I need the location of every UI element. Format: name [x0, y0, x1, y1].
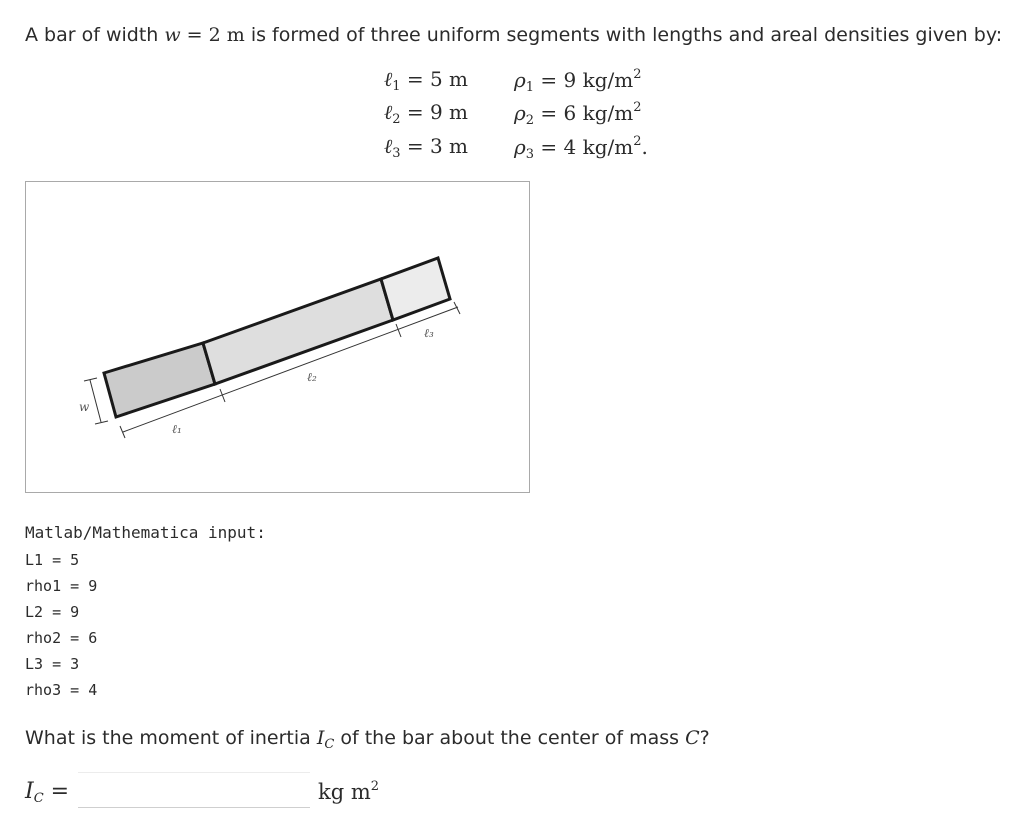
density-eq-1: $\rho_1 = 9$ $kg/m^2$: [514, 67, 642, 95]
length-eq-3: ℓ$_3$ = 3 m: [383, 134, 468, 161]
segment-2: [203, 279, 393, 384]
intro-suffix: is formed of three uniform segments with lengths and areal densities given by:: [244, 24, 1003, 46]
answer-unit: kg $m^2$: [318, 779, 380, 804]
bar-figure: [25, 181, 530, 493]
code-line-5: L3 = 3: [25, 655, 80, 673]
l1-label: ℓ₁: [172, 422, 182, 436]
length-eq-1: ℓ$_1$ = 5 m: [383, 67, 468, 94]
width-label: w: [79, 400, 90, 414]
problem-intro: [25, 24, 1002, 46]
code-line-1: L1 = 5: [25, 551, 80, 569]
bar-diagram: [26, 182, 529, 492]
l2-label: ℓ₂: [307, 370, 317, 384]
length-eq-2: ℓ$_2$ = 9 m: [383, 100, 468, 127]
code-line-2: rho1 = 9: [25, 577, 98, 595]
intro-prefix: A bar of width: [25, 24, 165, 46]
width-value: = 2 m: [180, 24, 245, 46]
density-eq-2: $\rho_2 = 6$ $kg/m^2$: [514, 100, 642, 128]
answer-input[interactable]: [78, 772, 310, 808]
code-line-3: L2 = 9: [25, 603, 80, 621]
width-symbol: w: [164, 24, 181, 46]
code-heading: Matlab/Mathematica input:: [25, 523, 266, 542]
density-eq-3: $\rho_3 = 4$ $kg/m^2$.: [514, 134, 648, 162]
question-text: What is the moment of inertia $I_C$ of the bar about the center of mass C?: [25, 727, 710, 752]
segment-3: [381, 258, 450, 320]
answer-label: $I_C$ =: [25, 779, 70, 806]
code-line-4: rho2 = 6: [25, 629, 98, 647]
code-line-6: rho3 = 4: [25, 681, 98, 699]
l3-label: ℓ₃: [424, 326, 434, 340]
segment-1: [104, 343, 215, 417]
